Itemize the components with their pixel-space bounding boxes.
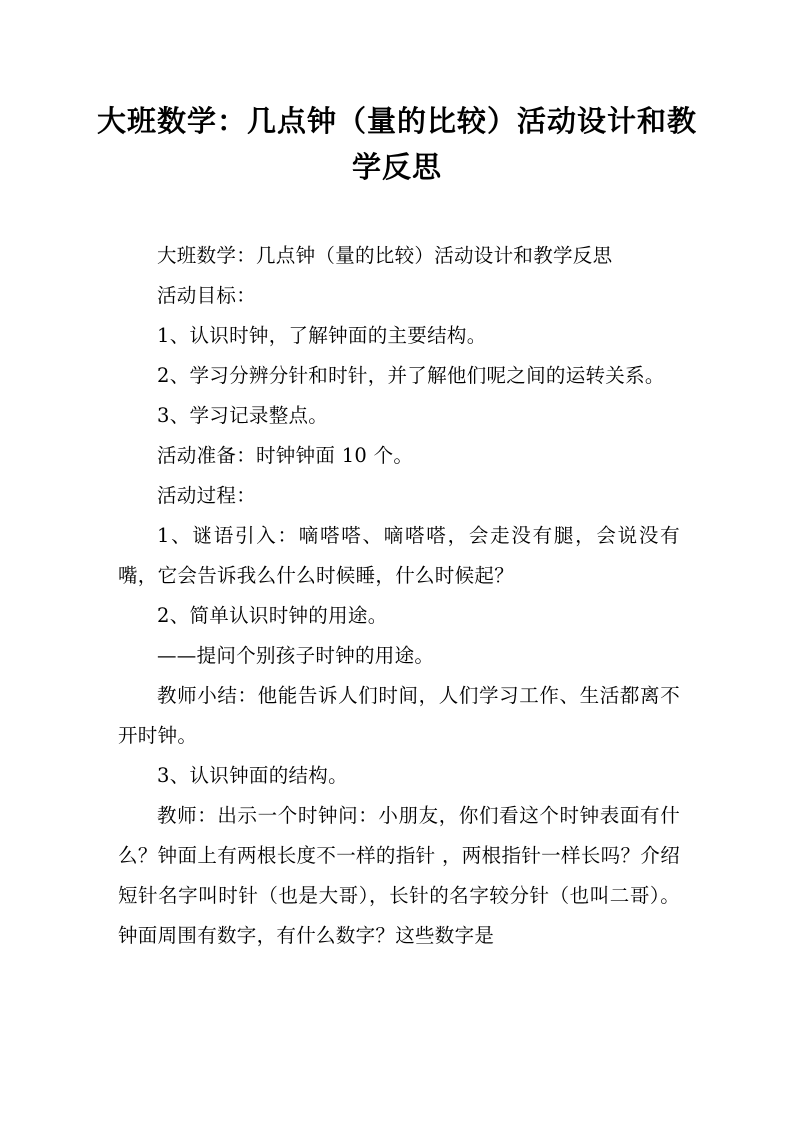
paragraph-goal-2: 2、学习分辨分针和时针，并了解他们呢之间的运转关系。 bbox=[157, 364, 665, 387]
paragraph-goal-3: 3、学习记录整点。 bbox=[157, 404, 329, 427]
paragraph-step-2-question: ——提问个别孩子时钟的用途。 bbox=[157, 644, 435, 667]
paragraph-step-3: 3、认识钟面的结构。 bbox=[157, 764, 348, 787]
document-title: 大班数学：几点钟（量的比较）活动设计和教学反思 bbox=[96, 104, 697, 184]
paragraph-teacher-intro: 教师：出示一个时钟问：小朋友，你们看这个时钟表面有什么？钟面上有两根长度不一样的指针 ，两根指针一样长吗？介绍短针名字叫时针（也是大哥），长针的名字较分针（也叫二哥）。钟面周围有数字，有什么数字？这些数字是 bbox=[118, 804, 680, 947]
paragraph-goal-1: 1、认识时钟，了解钟面的主要结构。 bbox=[157, 324, 487, 347]
paragraph-preparation: 活动准备：时钟钟面 10 个。 bbox=[157, 444, 414, 467]
paragraph-subtitle: 大班数学：几点钟（量的比较）活动设计和教学反思 bbox=[157, 244, 613, 267]
paragraph-step-2: 2、简单认识时钟的用途。 bbox=[157, 604, 388, 627]
paragraph-process-heading: 活动过程： bbox=[157, 484, 257, 507]
paragraph-teacher-summary: 教师小结：他能告诉人们时间，人们学习工作、生活都离不开时钟。 bbox=[118, 684, 680, 747]
document-body bbox=[118, 236, 680, 956]
paragraph-goals-heading: 活动目标： bbox=[157, 284, 257, 307]
paragraph-step-1: 1、谜语引入：嘀嗒嗒、嘀嗒嗒，会走没有腿，会说没有嘴，它会告诉我么什么时候睡，什么时候起？ bbox=[118, 524, 680, 587]
